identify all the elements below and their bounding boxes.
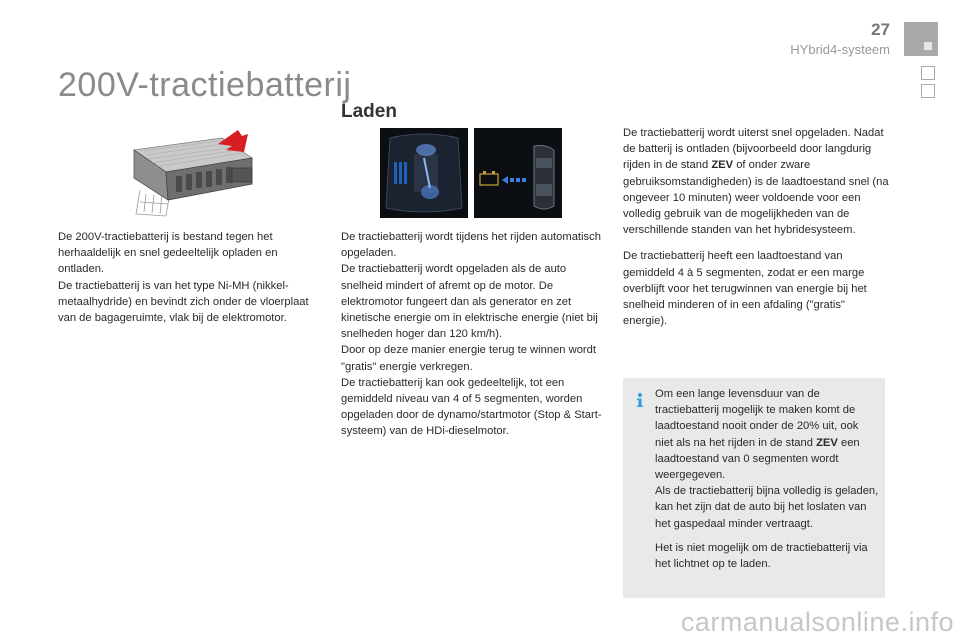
col2-paragraph [341,229,607,440]
nav-box-1[interactable] [921,66,935,80]
col3-p1-before: De tractiebatterij wordt uiterst snel opgeladen. Nadat de batterij is ontladen (bijvoorbeeld door langdurig rijden in de stand [623,127,884,172]
info-box [623,378,885,598]
watermark: carmanualsonline.info [680,607,954,637]
column-3-text [623,125,891,337]
zev-label: ZEV [711,159,734,172]
nav-box-2[interactable] [921,84,935,98]
corner-tab-inner [924,42,932,50]
battery-illustration [126,128,261,220]
car-battery-photo [380,128,468,218]
column-1-text [58,229,316,334]
energy-flow-photo [474,128,562,218]
col3-paragraph-1 [623,125,891,238]
col2-line-1: De tractiebatterij wordt tijdens het rijden automatisch opgeladen. [341,231,601,260]
page-number: 27 [871,20,890,39]
col2-line-2: De tractiebatterij wordt opgeladen als de auto snelheid mindert of afremt op de motor. De elektromotor fungeert dan als generator en zet kinetische energie om in elektrische energie (niet bij snelheden hoger dan 120 km/h). [341,263,598,341]
section-heading-laden: Laden [341,101,397,122]
corner-tab [904,22,938,56]
info-icon [632,392,648,408]
col1-paragraph-1 [58,229,316,326]
col2-line-4: De tractiebatterij kan ook gedeeltelijk, tot een gemiddeld niveau van 4 of 5 segmenten, worden opgeladen door de dynamo/startmotor (Stop & Start-systeem) van de HDi-dieselmotor. [341,376,602,438]
info-zev-label: ZEV [816,436,838,449]
section-name: HYbrid4-systeem [790,42,890,57]
col3-p1-after: of onder zware gebruiksomstandigheden) is de laadtoestand snel (na ongeveer 10 minuten) weer voldoende voor een volledig gebruik van de mogelijkheden van de verschillende standen van het hybridesysteem. [623,159,889,237]
info-text [655,386,879,580]
page-title: 200V-tractiebatterij [58,66,352,104]
info-paragraph-1 [655,386,879,532]
column-2-text [341,229,607,448]
col1-text-2: De tractiebatterij is van het type Ni-MH (nikkel-metaalhydride) en bevindt zich onder de vloerplaat van de bagageruimte, vlak bij de elektromotor. [58,279,309,325]
col3-paragraph-2: De tractiebatterij heeft een laadtoestand van gemiddeld 4 à 5 segmenten, zodat er een marge overblijft voor het terugwinnen van energie bij het snelheid minderen of in een afdaling ("gratis" energie). [623,250,867,328]
info-p2: Als de tractiebatterij bijna volledig is geladen, kan het zijn dat de auto bij het loslaten van het gaspedaal minder vertraagt. [655,485,879,530]
info-p1-after: een laadtoestand van 0 segmenten wordt weergegeven. [655,436,860,482]
col2-line-3: Door op deze manier energie terug te winnen wordt "gratis" energie verkregen. [341,344,596,373]
col1-text-1: De 200V-tractiebatterij is bestand tegen het herhaaldelijk en snel gedeeltelijk opladen en ontladen. [58,231,278,276]
info-p1-before: Om een lange levensduur van de tractiebatterij mogelijk te maken komt de laadtoestand nooit onder de 20% uit, ook niet als na het rijden in de stand [655,388,859,449]
info-paragraph-3: Het is niet mogelijk om de tractiebatterij via het lichtnet op te laden. [655,541,868,571]
